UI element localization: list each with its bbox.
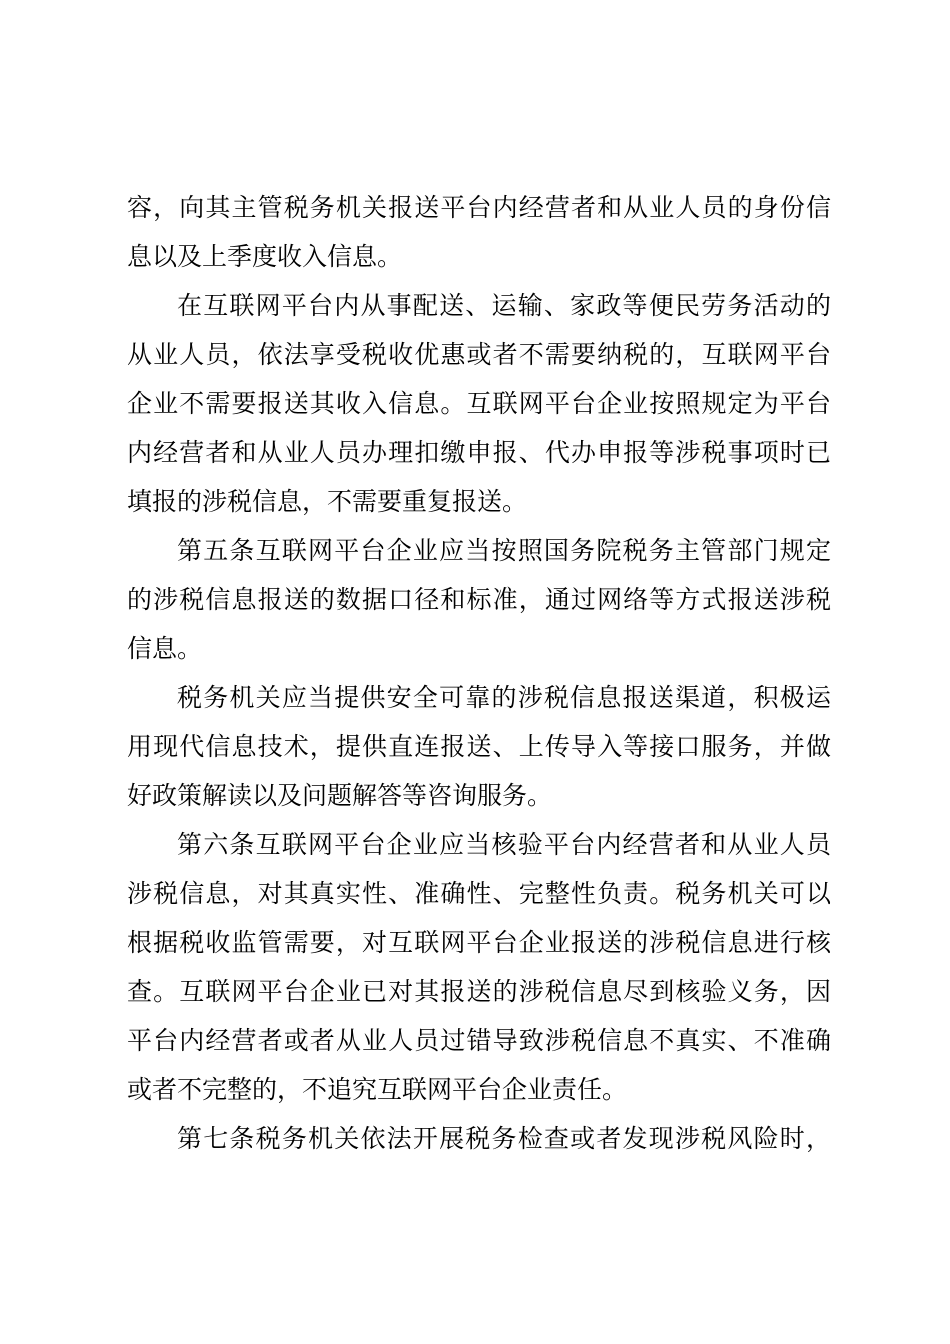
text-line-2: 息以及上季度收入信息。 bbox=[127, 242, 403, 271]
text-line-1: 容，向其主管税务机关报送平台内经营者和从业人员的身份信 bbox=[127, 193, 831, 222]
text-line-5: 企业不需要报送其收入信息。互联网平台企业按照规定为平台 bbox=[127, 389, 831, 418]
text-line-14: 第六条互联网平台企业应当核验平台内经营者和从业人员 bbox=[177, 830, 831, 859]
text-line-9: 的涉税信息报送的数据口径和标准，通过网络等方式报送涉税 bbox=[127, 585, 831, 614]
text-line-6: 内经营者和从业人员办理扣缴申报、代办申报等涉税事项时已 bbox=[127, 438, 831, 467]
text-line-16: 根据税收监管需要，对互联网平台企业报送的涉税信息进行核 bbox=[127, 928, 831, 957]
text-line-20: 第七条税务机关依法开展税务检查或者发现涉税风险时， bbox=[177, 1124, 831, 1153]
text-line-11: 税务机关应当提供安全可靠的涉税信息报送渠道，积极运 bbox=[177, 683, 831, 712]
text-line-15: 涉税信息，对其真实性、准确性、完整性负责。税务机关可以 bbox=[127, 879, 831, 908]
text-line-4: 从业人员，依法享受税收优惠或者不需要纳税的，互联网平台 bbox=[127, 340, 831, 369]
body-text bbox=[127, 183, 831, 1163]
text-line-12: 用现代信息技术，提供直连报送、上传导入等接口服务，并做 bbox=[127, 732, 831, 761]
text-line-17: 查。互联网平台企业已对其报送的涉税信息尽到核验义务，因 bbox=[127, 977, 831, 1006]
text-line-13: 好政策解读以及问题解答等咨询服务。 bbox=[127, 781, 553, 810]
text-line-8: 第五条互联网平台企业应当按照国务院税务主管部门规定 bbox=[177, 536, 831, 565]
text-line-7: 填报的涉税信息，不需要重复报送。 bbox=[127, 487, 528, 516]
text-line-19: 或者不完整的，不追究互联网平台企业责任。 bbox=[127, 1075, 628, 1104]
text-line-18: 平台内经营者或者从业人员过错导致涉税信息不真实、不准确 bbox=[127, 1026, 831, 1055]
text-line-10: 信息。 bbox=[127, 634, 203, 663]
text-line-3: 在互联网平台内从事配送、运输、家政等便民劳务活动的 bbox=[177, 291, 831, 320]
